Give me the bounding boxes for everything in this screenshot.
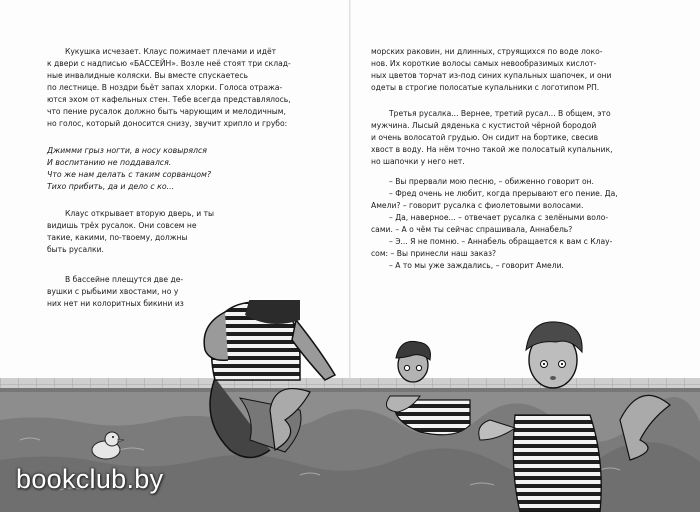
left-para-2-line-2: видишь трёх русалок. Они совсем не: [47, 221, 197, 230]
left-para-1-line-6: что пение русалок должно быть чарующим и мелодичным,: [47, 107, 286, 116]
right-para-2-line-1: Третья русалка... Вернее, третий русал... В общем, это: [389, 109, 611, 118]
dialogue-line-3: Амели? – говорит русалка с фиолетовыми волосами.: [371, 201, 584, 210]
left-para-3-line-2: вушки с рыбьими хвостами, но у: [47, 287, 179, 296]
left-para-3-line-3: них нет ни колоритных бикини из: [47, 299, 184, 308]
dialogue-line-7: сом: – Вы принесли наш заказ?: [371, 249, 497, 258]
right-para-2-line-4: хвост в воду. На нём точно такой же полосатый купальник,: [371, 145, 613, 154]
left-para-1-line-4: по лестнице. В ноздри бьёт запах хлорки. Голоса отража-: [47, 83, 283, 92]
poem-line-4: Тихо прибить, да и дело с ко...: [47, 182, 175, 191]
dialogue-line-6: – Э... Я не помню. – Аннабель обращается к вам с Клау-: [389, 237, 613, 246]
dialogue-line-4: – Да, наверное... – отвечает русалка с зелёными воло-: [389, 213, 609, 222]
dialogue-line-5: сами. – А о чём ты сейчас спрашивала, Аннабель?: [371, 225, 573, 234]
left-para-1-line-3: ные инвалидные коляски. Вы вместе спускаетесь: [47, 71, 248, 80]
poem-line-2: И воспитанию не поддавался.: [47, 158, 172, 167]
left-para-1-line-5: ются эхом от кафельных стен. Тебе всегда представлялось,: [47, 95, 291, 104]
right-para-1-line-4: одеты в строгие полосатые купальники с логотипом РП.: [371, 83, 600, 92]
right-para-2-line-5: но шапочки у него нет.: [371, 157, 465, 166]
right-para-1-line-1: морских раковин, ни длинных, струящихся по воде локо-: [371, 47, 603, 56]
dialogue-line-1: – Вы прервали мою песню, – обиженно говорит он.: [389, 177, 594, 186]
left-para-2-line-4: быть русалки.: [47, 245, 104, 254]
left-para-2-line-1: Клаус открывает вторую дверь, и ты: [65, 209, 215, 218]
poem-line-3: Что же нам делать с таким сорванцом?: [47, 170, 212, 179]
right-para-2-line-3: и очень волосатой грудью. Он сидит на бортике, свесив: [371, 133, 599, 142]
dialogue-line-8: – А то мы уже заждались, – говорит Амели.: [389, 261, 564, 270]
left-para-1-line-2: к двери с надписью «БАССЕЙН». Возле неё стоят три склад-: [47, 59, 291, 68]
right-para-1-line-2: нов. Их короткие волосы самых невообразимых кислот-: [371, 59, 597, 68]
poem-line-1: Джимми грыз ногти, в носу ковырялся: [47, 146, 207, 155]
left-para-2-line-3: такие, какими, по-твоему, должны: [47, 233, 188, 242]
watermark: bookclub.by: [16, 464, 164, 494]
dialogue-line-2: – Фред очень не любит, когда прерывают его пение. Да,: [389, 189, 618, 198]
left-para-1-line-7: но голос, который доносится снизу, звучит хрипло и грубо:: [47, 119, 288, 128]
right-para-1-line-3: ных цветов торчат из-под синих купальных шапочек, и они: [371, 71, 612, 80]
left-para-1-line-1: Кукушка исчезает. Клаус пожимает плечами и идёт: [65, 47, 277, 56]
left-para-3-line-1: В бассейне плещутся две де-: [65, 275, 184, 284]
right-para-2-line-2: мужчина. Лысый дяденька с кустистой чёрной бородой: [371, 121, 597, 130]
